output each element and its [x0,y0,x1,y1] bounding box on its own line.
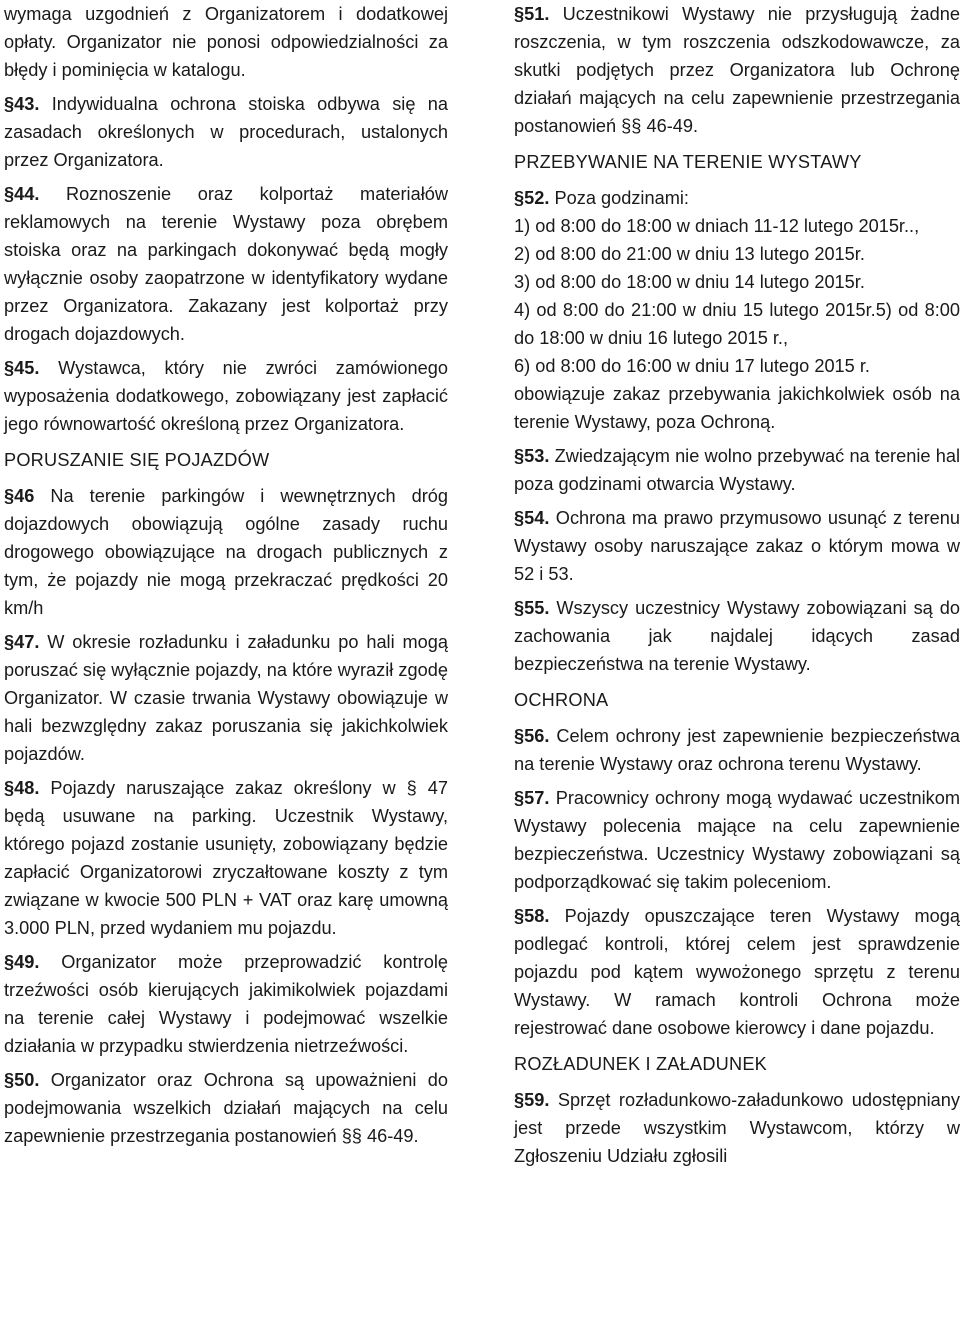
paragraph-number: 52. [524,188,550,208]
paragraph-44 [4,180,448,348]
paragraph-text: Pracownicy ochrony mogą wydawać uczestnikom Wystawy polecenia mające na celu zapewnienie bezpieczeństwa. Uczestnicy Wystawy zobowiązani są podporządkować się takim poleceniom. [514,788,960,892]
paragraph-56 [514,722,960,778]
paragraph-number: 54. [524,508,550,528]
section-sign: § [4,184,15,204]
paragraph-59 [514,1086,960,1170]
section-sign: § [4,1070,15,1090]
paragraph-number: 59. [524,1090,550,1110]
paragraph-51 [514,0,960,140]
section-sign: § [514,188,525,208]
hours-item: 4) od 8:00 do 21:00 w dniu 15 lutego 2015r.5) od 8:00 do 18:00 w dniu 16 lutego 2015 r., [514,300,960,348]
paragraph-text: Wszyscy uczestnicy Wystawy zobowiązani są do zachowania jak najdalej idących zasad bezpieczeństwa na terenie Wystawy. [514,598,960,674]
paragraph-55 [514,594,960,678]
paragraph-text: Uczestnikowi Wystawy nie przysługują żadne roszczenia, w tym roszczenia odszkodowawcze, za skutki podjętych przez Organizatora lub Ochronę działań mających na celu zapewnienie przestrzegania postanowień §§ 46-49. [514,4,960,136]
paragraph-number: 57. [524,788,550,808]
paragraph-text: Organizator oraz Ochrona są upoważnieni do podejmowania wszelkich działań mających na celu zapewnienie przestrzegania postanowień §§ 46-49. [4,1070,448,1146]
paragraph-number: 51. [524,4,550,24]
paragraph-52-lead [514,184,960,212]
paragraph-number: 46 [14,486,35,506]
right-column [514,0,960,1176]
paragraph-text: Zwiedzającym nie wolno przebywać na terenie hal poza godzinami otwarcia Wystawy. [514,446,960,494]
hours-item: 6) od 8:00 do 16:00 w dniu 17 lutego 2015 r. [514,356,870,376]
section-sign: § [514,906,525,926]
paragraph-text: wymaga uzgodnień z Organizatorem i dodatkowej opłaty. Organizator nie ponosi odpowiedzialności za błędy i pominięcia w katalogu. [4,4,448,80]
paragraph-number: 49. [14,952,40,972]
section-sign: § [514,446,525,466]
section-heading-loading: ROZŁADUNEK I ZAŁADUNEK [514,1054,768,1074]
paragraph-number: 47. [14,632,40,652]
paragraph-53 [514,442,960,498]
paragraph-number: 43. [14,94,40,114]
section-heading-traffic: PORUSZANIE SIĘ POJAZDÓW [4,450,270,470]
paragraph-number: 56. [524,726,550,746]
paragraph-number: 53. [524,446,550,466]
paragraph-text: Pojazdy naruszające zakaz określony w § 47 będą usuwane na parking. Uczestnik Wystawy, którego pojazd zostanie usunięty, zobowiązany będzie zapłacić Organizatorowi zryczałtowane koszty z tym związane w kwocie 500 PLN + VAT oraz karę umowną 3.000 PLN, przed wydaniem mu pojazdu. [4,778,448,938]
section-sign: § [514,598,525,618]
paragraph-number: 58. [524,906,550,926]
paragraph-52-tail: obowiązuje zakaz przebywania jakichkolwiek osób na terenie Wystawy, poza Ochroną. [514,384,960,432]
paragraph-54 [514,504,960,588]
paragraph-number: 44. [14,184,40,204]
paragraph-text: Ochrona ma prawo przymusowo usunąć z terenu Wystawy osoby naruszające zakaz o którym mowa w 52 i 53. [514,508,960,584]
section-sign: § [4,778,15,798]
paragraph-text: W okresie rozładunku i załadunku po hali mogą poruszać się wyłącznie pojazdy, na które wyraził zgodę Organizator. W czasie trwania Wystawy obowiązuje w hali bezwzględny zakaz poruszania się jakichkolwiek pojazdów. [4,632,448,764]
section-heading-presence: PRZEBYWANIE NA TERENIE WYSTAWY [514,152,862,172]
paragraph-58 [514,902,960,1042]
paragraph-text: Sprzęt rozładunkowo-załadunkowo udostępniany jest przede wszystkim Wystawcom, którzy w Zgłoszeniu Udziału zgłosili [514,1090,960,1166]
paragraph-text: Na terenie parkingów i wewnętrznych dróg dojazdowych obowiązują ogólne zasady ruchu drogowego obowiązujące na drogach publicznych z tym, że pojazdy nie mogą przekraczać prędkości 20 km/h [4,486,448,618]
paragraph-50 [4,1066,448,1150]
paragraph-48 [4,774,448,942]
paragraph-57 [514,784,960,896]
paragraph-47 [4,628,448,768]
paragraph-text: Poza godzinami: [549,188,689,208]
paragraph-number: 45. [14,358,40,378]
paragraph-text: Organizator może przeprowadzić kontrolę trzeźwości osób kierujących jakimikolwiek pojazdami na terenie całej Wystawy i podejmować wszelkie działania w przypadku stwierdzenia nietrzeźwości. [4,952,448,1056]
paragraph-number: 55. [524,598,550,618]
paragraph-number: 48. [14,778,40,798]
paragraph-intro [4,0,448,84]
left-column [4,0,448,1156]
paragraph-43 [4,90,448,174]
section-sign: § [4,952,15,972]
hours-item: 3) od 8:00 do 18:00 w dniu 14 lutego 2015r. [514,272,865,292]
section-sign: § [514,788,525,808]
paragraph-text: Celem ochrony jest zapewnienie bezpieczeństwa na terenie Wystawy oraz ochrona terenu Wystawy. [514,726,960,774]
section-sign: § [514,4,525,24]
section-sign: § [4,358,15,378]
section-sign: § [514,1090,525,1110]
paragraph-45 [4,354,448,438]
section-sign: § [4,94,15,114]
section-sign: § [514,508,525,528]
paragraph-text: Indywidualna ochrona stoiska odbywa się na zasadach określonych w procedurach, ustalonych przez Organizatora. [4,94,448,170]
paragraph-text: Pojazdy opuszczające teren Wystawy mogą podlegać kontroli, której celem jest sprawdzenie pojazdu pod kątem wywożonego sprzętu z terenu Wystawy. W ramach kontroli Ochrona może rejestrować dane osobowe kierowcy i dane pojazdu. [514,906,960,1038]
paragraph-46 [4,482,448,622]
hours-item: 2) od 8:00 do 21:00 w dniu 13 lutego 2015r. [514,244,865,264]
section-sign: § [4,486,15,506]
paragraph-49 [4,948,448,1060]
paragraph-text: Roznoszenie oraz kolportaż materiałów reklamowych na terenie Wystawy poza obrębem stoiska oraz na parkingach dokonywać będą mogły wyłącznie osoby zaopatrzone w identyfikatory wydane przez Organizatora. Zakazany jest kolportaż przy drogach dojazdowych. [4,184,448,344]
paragraph-52 [514,184,960,436]
paragraph-text: Wystawca, który nie zwróci zamówionego wyposażenia dodatkowego, zobowiązany jest zapłacić jego równowartość określoną przez Organizatora. [4,358,448,434]
section-sign: § [514,726,525,746]
paragraph-number: 50. [14,1070,40,1090]
hours-item: 1) od 8:00 do 18:00 w dniach 11-12 lutego 2015r.., [514,216,920,236]
section-sign: § [4,632,15,652]
section-heading-security: OCHRONA [514,690,609,710]
